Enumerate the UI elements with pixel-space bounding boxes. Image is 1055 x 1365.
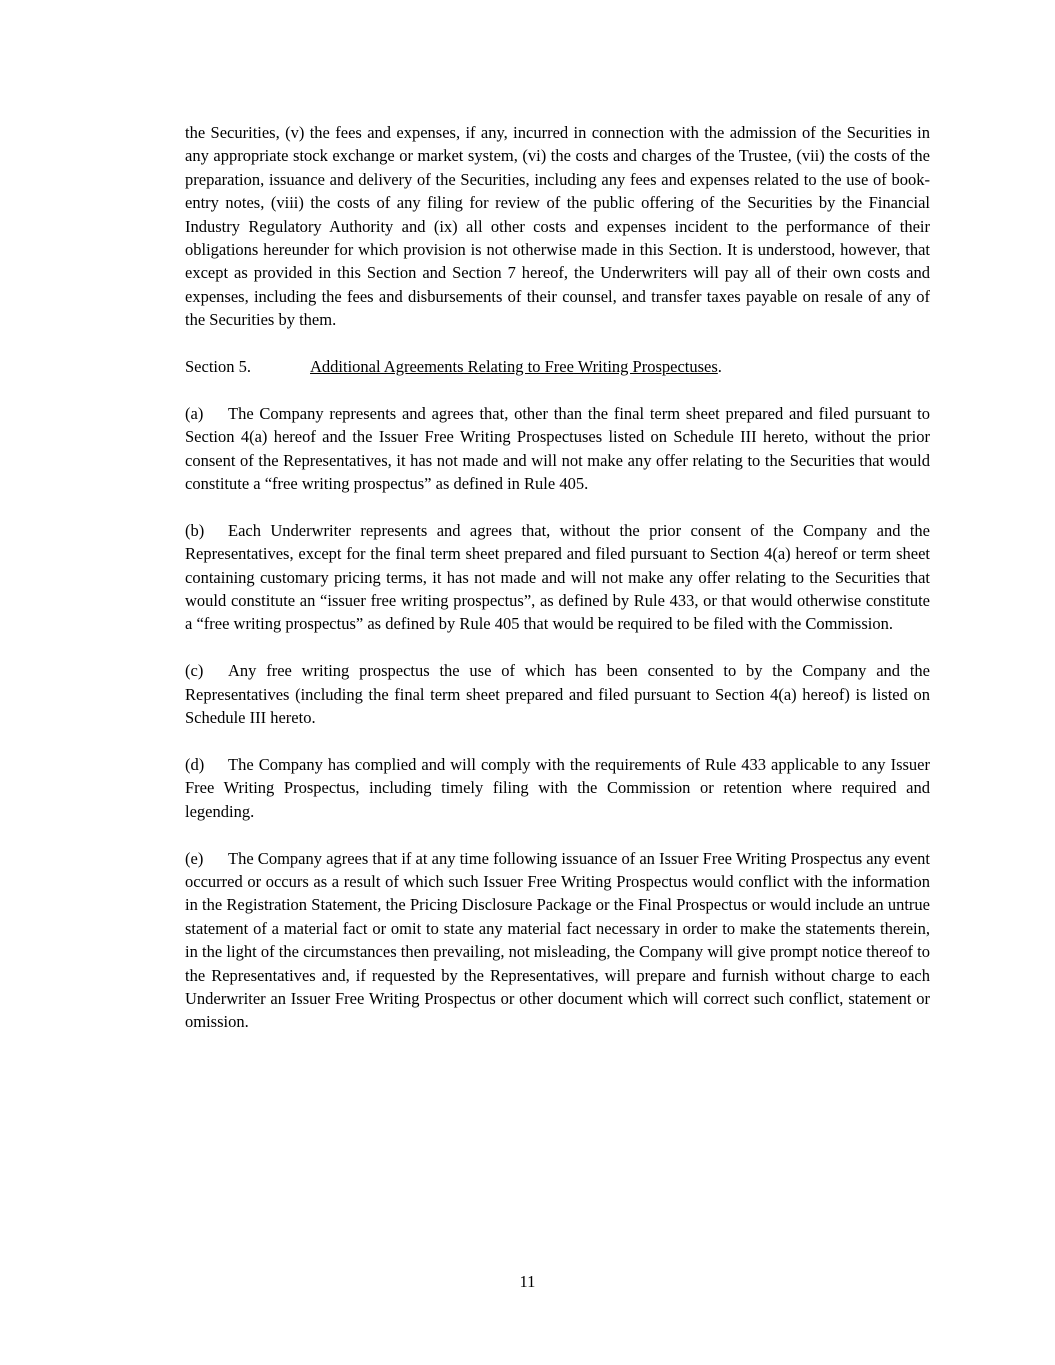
paragraph-c-text: Any free writing prospectus the use of which has been consented to by the Company and the Representatives (including the final term sheet prepared and filed pursuant to Section 4(a) hereof) is listed on Schedule III hereto. bbox=[185, 661, 930, 728]
paragraph-c bbox=[185, 659, 930, 729]
paragraph-d bbox=[185, 753, 930, 823]
paragraph-d-text: The Company has complied and will comply with the requirements of Rule 433 applicable to any Issuer Free Writing Prospectus, including timely filing with the Commission or retention where required and legending. bbox=[185, 754, 930, 821]
page-number: 11 bbox=[519, 1272, 536, 1291]
section-heading bbox=[185, 355, 930, 378]
document-body bbox=[185, 121, 930, 1057]
section-title-period: . bbox=[717, 357, 722, 377]
paragraph-b bbox=[185, 519, 930, 636]
section-number: Section 5. bbox=[185, 357, 251, 377]
paragraph-b-marker: (b) bbox=[185, 520, 205, 540]
paragraph-e-text: The Company agrees that if at any time following issuance of an Issuer Free Writing Prospectus any event occurred or occurs as a result of which such Issuer Free Writing Prospectus would conflict with the information in the Registration Statement, the Pricing Disclosure Package or the Final Prospectus or would include an untrue statement of a material fact or omit to state any material fact necessary in order to make the statements therein, in the light of the circumstances then prevailing, not misleading, the Company will give prompt notice thereof to the Representatives and, if requested by the Representatives, will prepare and furnish without charge to each Underwriter an Issuer Free Writing Prospectus or other document which will correct such conflict, statement or omission. bbox=[185, 848, 930, 1032]
paragraph-a bbox=[185, 402, 930, 496]
paragraph-e-marker: (e) bbox=[185, 848, 204, 868]
section-title: Additional Agreements Relating to Free Writing Prospectuses bbox=[310, 357, 718, 377]
paragraph-a-marker: (a) bbox=[185, 403, 204, 423]
paragraph-c-marker: (c) bbox=[185, 661, 204, 681]
paragraph-d-marker: (d) bbox=[185, 754, 205, 774]
paragraph-a-text: The Company represents and agrees that, other than the final term sheet prepared and filed pursuant to Section 4(a) hereof and the Issuer Free Writing Prospectuses listed on Schedule III hereto, without the prior consent of the Representatives, it has not made and will not make any offer relating to the Securities that would constitute a “free writing prospectus” as defined in Rule 405. bbox=[185, 403, 930, 494]
intro-paragraph: the Securities, (v) the fees and expenses, if any, incurred in connection with the admission of the Securities in any appropriate stock exchange or market system, (vi) the costs and charges of the Trustee, (vii) the costs of the preparation, issuance and delivery of the Securities, including any fees and expenses related to the use of book-entry notes, (viii) the costs of any filing for review of the public offering of the Securities by the Financial Industry Regulatory Authority and (ix) all other costs and expenses incident to the performance of their obligations hereunder for which provision is not otherwise made in this Section. It is understood, however, that except as provided in this Section and Section 7 hereof, the Underwriters will pay all of their own costs and expenses, including the fees and disbursements of their counsel, and transfer taxes payable on resale of any of the Securities by them. bbox=[185, 123, 930, 330]
paragraph-b-text: Each Underwriter represents and agrees that, without the prior consent of the Company and the Representatives, except for the final term sheet prepared and filed pursuant to Section 4(a) hereof or term sheet containing customary pricing terms, it has not made and will not make any offer relating to the Securities that would constitute an “issuer free writing prospectus”, as defined by Rule 433, or that would otherwise constitute a “free writing prospectus” as defined by Rule 405 that would be required to be filed with the Commission. bbox=[185, 520, 930, 634]
paragraph-e bbox=[185, 847, 930, 1034]
